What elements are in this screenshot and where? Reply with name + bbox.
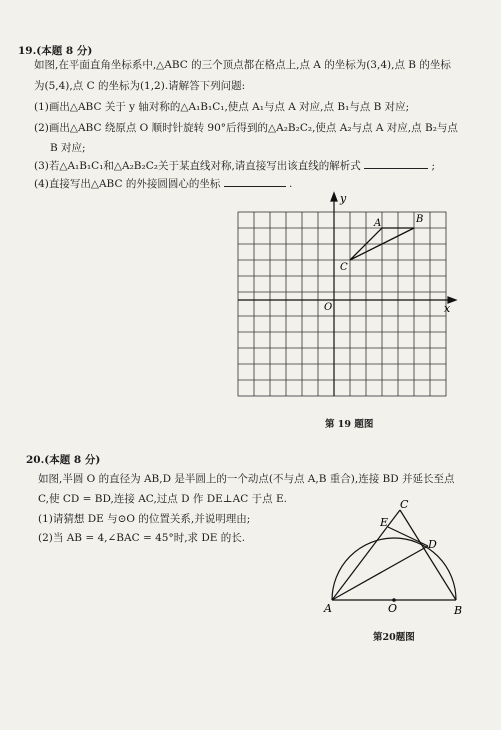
point-a-label: A <box>374 218 382 229</box>
q19-item2-line1: (2)画出△ABC 绕原点 O 顺时针旋转 90°后得到的△A₂B₂C₂,使点 A₂与点 A 对应,点 B₂与点 <box>34 122 458 134</box>
q19-item3 <box>34 158 435 173</box>
point-c-label: C <box>400 500 409 511</box>
q20-text-line2: C,使 CD = BD,连接 AC,过点 D 作 DE⊥AC 于点 E. <box>38 493 287 505</box>
point-b-label: B <box>454 604 463 617</box>
q19-grid-lines <box>238 212 446 396</box>
segment-ac <box>332 510 400 600</box>
q19-item3-text: (3)若△A₁B₁C₁和△A₂B₂C₂关于某直线对称,请直接写出该直线的解析式 <box>34 160 361 172</box>
segment-cb <box>400 510 456 600</box>
q19-item4 <box>34 176 292 191</box>
q20-caption: 第20题图 <box>373 632 415 643</box>
point-c-label: C <box>340 262 348 273</box>
point-b-label: B <box>416 214 424 225</box>
q19-item4-answer-blank[interactable] <box>224 176 286 187</box>
q19-item4-text: (4)直接写出△ABC 的外接圆圆心的坐标 <box>34 178 221 190</box>
point-e-label: E <box>380 516 389 529</box>
q20-item2: (2)当 AB = 4,∠BAC = 45°时,求 DE 的长. <box>38 532 246 544</box>
q19-header: 19.(本题 8 分) <box>18 45 93 57</box>
q19-item4-end: . <box>289 178 293 190</box>
q19-item1: (1)画出△ABC 关于 y 轴对称的△A₁B₁C₁,使点 A₁与点 A 对应,点 B₁与点 B 对应; <box>34 101 410 113</box>
x-axis-label: x <box>444 302 451 315</box>
point-d-label: D <box>428 538 437 551</box>
q19-item3-answer-blank[interactable] <box>364 158 428 169</box>
q20-semicircle-figure <box>320 500 470 620</box>
origin-label: O <box>324 302 333 313</box>
q19-item2-line2: B 对应; <box>50 142 86 154</box>
q20-item1: (1)请猜想 DE 与⊙O 的位置关系,并说明理由; <box>38 513 251 525</box>
q19-text-line2: 为(5,4),点 C 的坐标为(1,2).请解答下列问题: <box>34 80 246 92</box>
segment-ad <box>332 546 428 600</box>
q19-item3-end: ; <box>431 160 436 172</box>
q19-caption: 第 19 题图 <box>325 419 374 430</box>
point-o-label: O <box>388 602 398 615</box>
q20-header: 20.(本题 8 分) <box>26 454 101 466</box>
segment-de <box>388 527 428 546</box>
q19-coordinate-grid <box>230 190 470 415</box>
y-axis-label: y <box>340 192 347 205</box>
q19-text-line1: 如图,在平面直角坐标系中,△ABC 的三个顶点都在格点上,点 A 的坐标为(3,4),点 B 的坐标 <box>34 59 451 71</box>
q20-text-line1: 如图,半圆 O 的直径为 AB,D 是半圆上的一个动点(不与点 A,B 重合),连接 BD 并延长至点 <box>38 473 455 485</box>
point-a-label: A <box>324 602 332 615</box>
